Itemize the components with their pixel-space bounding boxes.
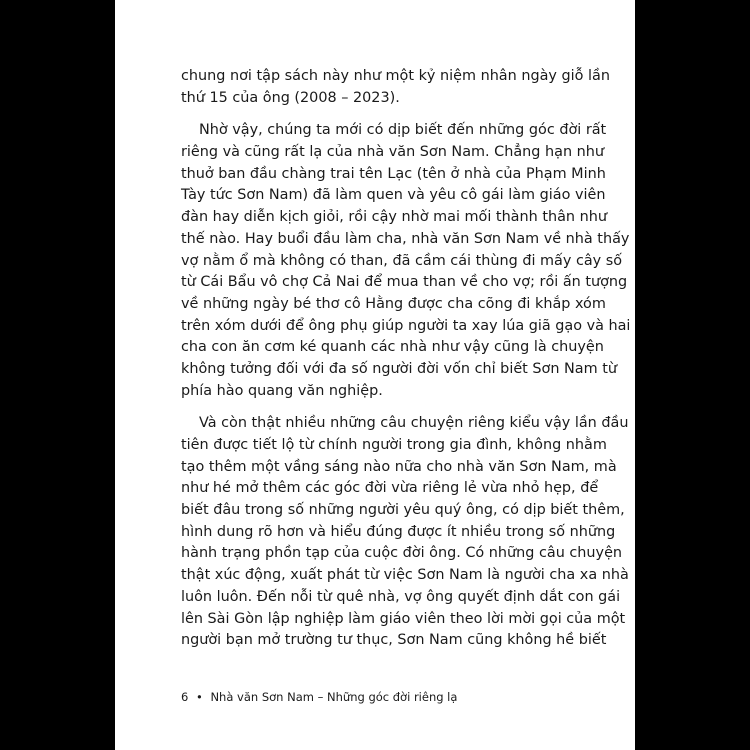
text-line: thế nào. Hay buổi đầu làm cha, nhà văn Sơn Nam về nhà thấy xyxy=(181,230,630,247)
text-line: chung nơi tập sách này như một kỷ niệm nhân ngày giỗ lần xyxy=(181,68,610,84)
text-line: tiên được tiết lộ từ chính người trong gia đình, không nhằm xyxy=(181,437,607,453)
paragraph-gap xyxy=(181,402,585,413)
text-line: Tày tức Sơn Nam) đã làm quen và yêu cô gái làm giáo viên xyxy=(181,187,606,204)
footer-separator: • xyxy=(195,690,203,704)
running-title: Nhà văn Sơn Nam – Những góc đời riêng lạ xyxy=(210,690,458,704)
text-line: cha con ăn cơm ké quanh các nhà như vậy cũng là chuyện xyxy=(181,339,604,356)
paragraph xyxy=(181,413,629,652)
text-line: phía hào quang văn nghiệp. xyxy=(181,382,383,399)
text-line: như hé mở thêm các góc đời vừa riêng lẻ vừa nhỏ hẹp, để xyxy=(181,480,599,497)
paragraph-gap xyxy=(181,109,585,120)
text-line: tạo thêm một vầng sáng nào nữa cho nhà văn Sơn Nam, mà xyxy=(181,458,617,475)
book-page xyxy=(115,0,635,750)
text-line: thứ 15 của ông (2008 – 2023). xyxy=(181,89,400,106)
page-number: 6 xyxy=(181,690,189,704)
paragraph xyxy=(181,66,610,109)
page-footer xyxy=(181,690,457,704)
text-line: từ Cái Bẩu vô chợ Cả Nai để mua than về cho vợ; rồi ấn tượng xyxy=(181,274,628,291)
text-line: thuở ban đầu chàng trai tên Lạc (tên ở nhà của Phạm Minh xyxy=(181,165,606,182)
text-line: trên xóm dưới để ông phụ giúp người ta xay lúa giã gạo và hai xyxy=(181,317,631,334)
text-line: Và còn thật nhiều những câu chuyện riêng kiểu vậy lần đầu xyxy=(199,415,629,432)
text-line: Nhờ vậy, chúng ta mới có dịp biết đến những góc đời rất xyxy=(199,122,607,139)
text-line: biết đâu trong số những người yêu quý ông, có dịp biết thêm, xyxy=(181,502,625,519)
text-line: hình dung rõ hơn và hiểu đúng được ít nhiều trong số những xyxy=(181,523,616,540)
text-line: thật xúc động, xuất phát từ việc Sơn Nam là người cha xa nhà xyxy=(181,567,629,584)
body-text xyxy=(181,66,631,652)
text-line: về những ngày bé thơ cô Hằng được cha cõng đi khắp xóm xyxy=(181,295,606,312)
text-line: không tưởng đối với đa số người đời vốn chỉ biết Sơn Nam từ xyxy=(181,360,617,377)
text-line: luôn luôn. Đến nỗi từ quê nhà, vợ ông quyết định dắt con gái xyxy=(181,588,621,605)
text-line: lên Sài Gòn lập nghiệp làm giáo viên theo lời mời gọi của một xyxy=(181,610,626,627)
text-line: vợ nằm ổ mà không có than, đã cầm cái thùng đi mấy cây số xyxy=(181,252,623,269)
text-line: riêng và cũng rất lạ của nhà văn Sơn Nam. Chẳng hạn như xyxy=(181,144,604,161)
text-line: người bạn mở trường tư thục, Sơn Nam cũng không hề biết xyxy=(181,632,607,649)
text-line: đàn hay diễn kịch giỏi, rồi cậy nhờ mai mối thành thân như xyxy=(181,209,607,226)
paragraph xyxy=(181,120,631,402)
text-line: hành trạng phồn tạp của cuộc đời ông. Có những câu chuyện xyxy=(181,545,623,562)
